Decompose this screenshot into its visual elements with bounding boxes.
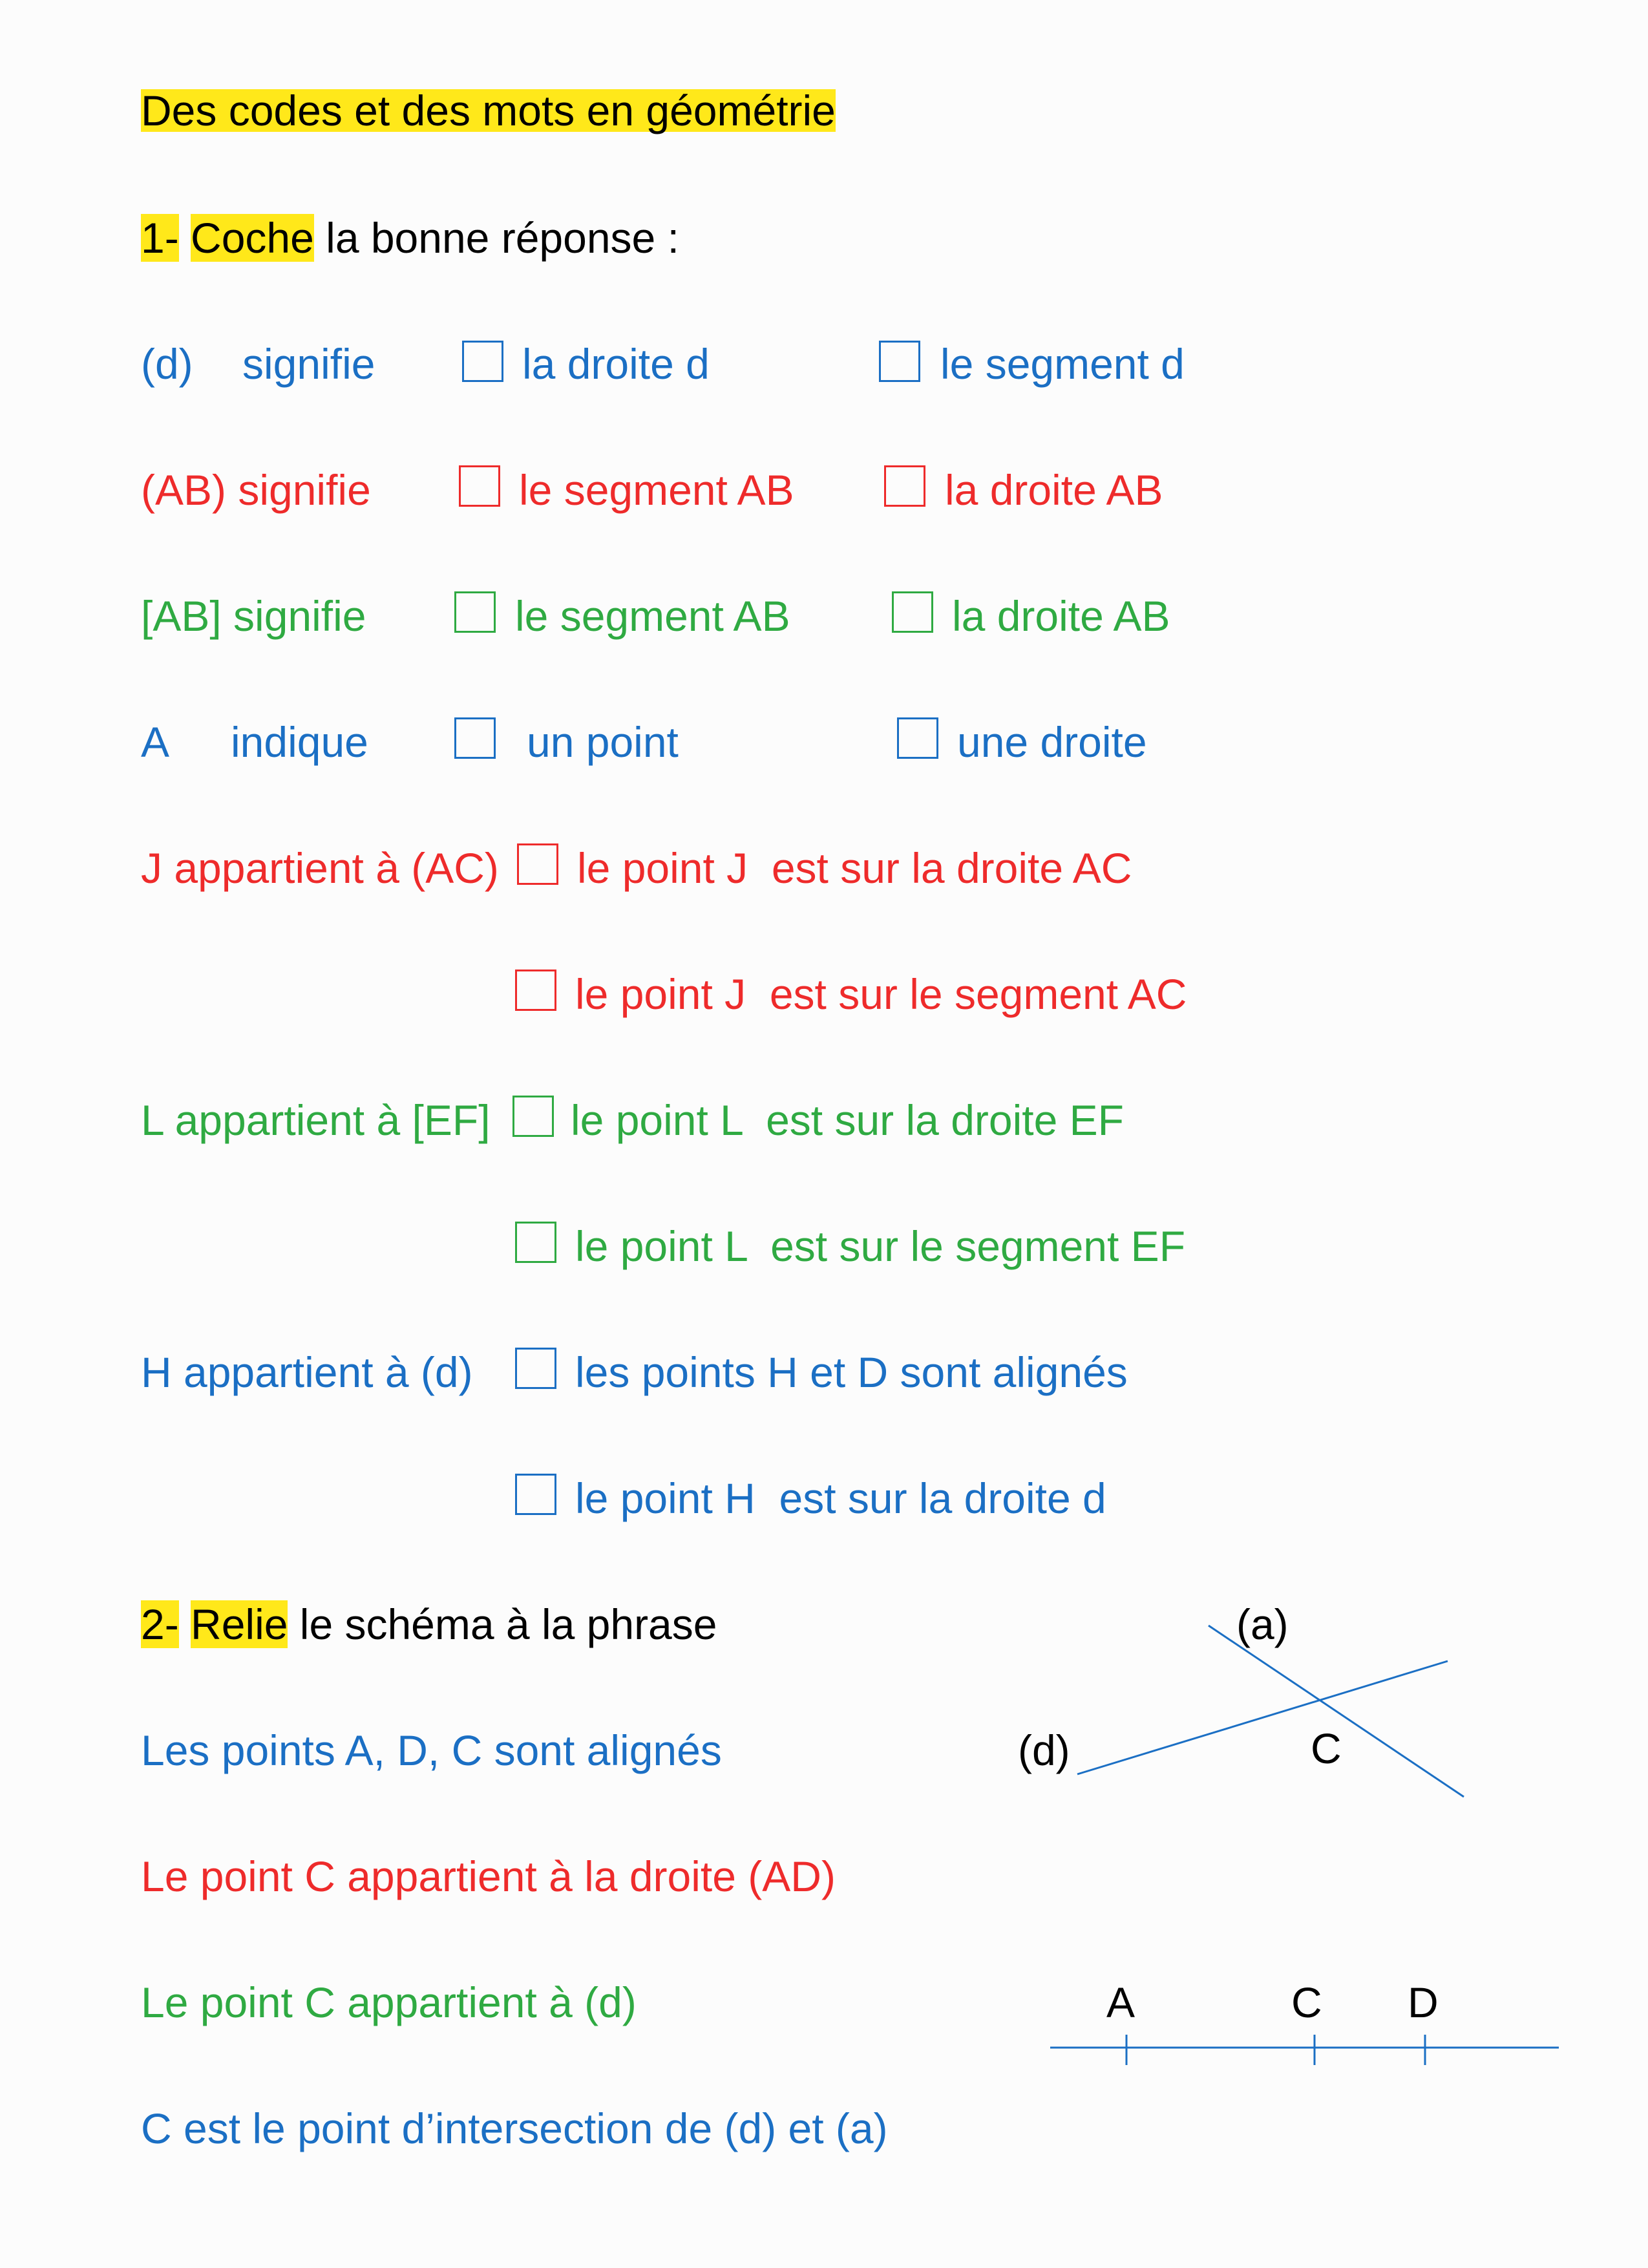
row5-choice1: le point L est sur la droite EF — [571, 1096, 1124, 1144]
section2-verb: Relie — [191, 1600, 288, 1648]
row4-prompt: J appartient à (AC) — [141, 844, 499, 892]
section1-number: 1- — [141, 214, 179, 262]
row3-prompt-a: A — [141, 718, 170, 766]
row6-choice1: les points H et D sont alignés — [575, 1348, 1128, 1396]
label-line-a: (a) — [1236, 1600, 1289, 1648]
row3-choice1: un point — [527, 718, 679, 766]
row1-prompt: (AB) signifie — [141, 466, 371, 514]
page-title: Des codes et des mots en géométrie — [141, 87, 836, 134]
line-d — [1077, 1661, 1448, 1774]
label-point-c2: C — [1291, 1978, 1322, 2026]
row4-choice2: le point J est sur le segment AC — [575, 970, 1187, 1018]
row4-choice1: le point J est sur la droite AC — [577, 844, 1132, 892]
section2-instruction: le schéma à la phrase — [288, 1600, 717, 1648]
row2-choice1: le segment AB — [515, 592, 790, 640]
row6-choice2: le point H est sur la droite d — [575, 1474, 1106, 1522]
row3-choice2: une droite — [957, 718, 1147, 766]
row0-prompt-b: signifie — [242, 340, 375, 388]
label-point-c: C — [1311, 1724, 1342, 1772]
row0-choice1: la droite d — [522, 340, 710, 388]
sentence-aligned: Les points A, D, C sont alignés — [141, 1726, 722, 1774]
row5-prompt: L appartient à [EF] — [141, 1096, 491, 1144]
section1-verb: Coche — [191, 214, 314, 262]
row3-prompt-b: indique — [231, 718, 368, 766]
sentence-intersection: C est le point d’intersection de (d) et (a) — [141, 2104, 888, 2152]
row2-choice2: la droite AB — [952, 592, 1170, 640]
row5-choice2: le point L est sur le segment EF — [575, 1222, 1186, 1270]
label-line-d: (d) — [1018, 1726, 1070, 1774]
label-point-a: A — [1106, 1978, 1136, 2026]
label-point-d: D — [1408, 1978, 1439, 2026]
row0-choice2: le segment d — [940, 340, 1185, 388]
sentence-c-on-d: Le point C appartient à (d) — [141, 1978, 637, 2026]
row1-choice2: la droite AB — [945, 466, 1163, 514]
section1-instruction: la bonne réponse : — [313, 214, 679, 262]
row2-prompt: [AB] signifie — [141, 592, 366, 640]
row0-prompt-a: (d) — [141, 340, 193, 388]
section2-number: 2- — [141, 1600, 179, 1648]
sentence-c-on-ad: Le point C appartient à la droite (AD) — [141, 1852, 836, 1900]
row6-prompt: H appartient à (d) — [141, 1348, 473, 1396]
row1-choice1: le segment AB — [519, 466, 794, 514]
